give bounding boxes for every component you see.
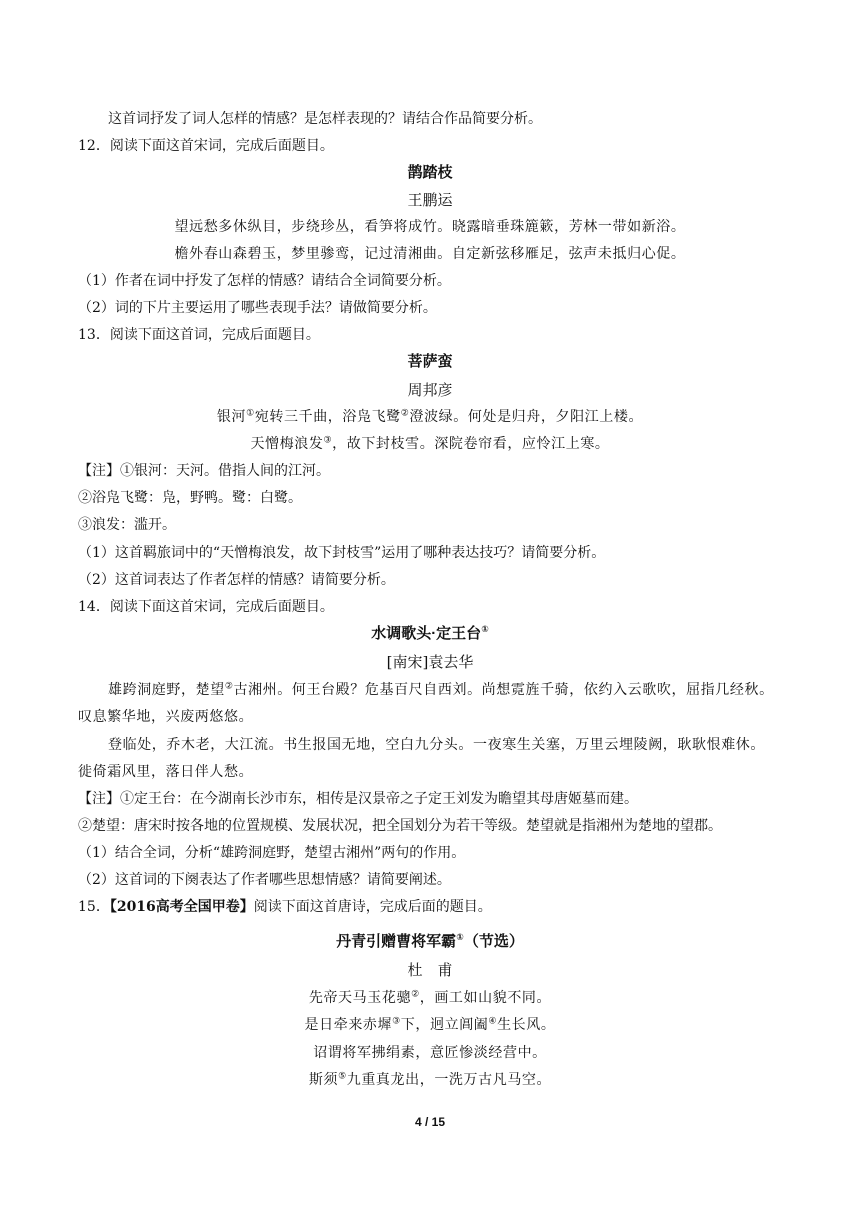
q13-poem-line: 银河①宛转三千曲，浴凫飞鹭②澄波绿。何处是归舟，夕阳江上楼。 [216, 408, 644, 425]
q14-poem-title: 水调歌头·定王台① [371, 624, 489, 642]
q13-note-3: ③浪发：滥开。 [78, 517, 176, 533]
q13-author: 周邦彦 [407, 381, 453, 399]
q14-author: [南宋]袁去华 [386, 653, 474, 671]
q15-intro: 15．【2016高考全国甲卷】阅读下面这首唐诗，完成后面的题目。 [78, 899, 492, 915]
q13-intro: 13．阅读下面这首词，完成后面题目。 [78, 327, 320, 343]
q15-author: 杜 甫 [407, 961, 453, 979]
q13-subquestion-1: （1）这首羁旅词中的“天憎梅浪发，故下封枝雪”运用了哪种表达技巧？请简要分析。 [78, 545, 606, 561]
q12-subquestion-1: （1）作者在词中抒发了怎样的情感？请结合全词简要分析。 [78, 273, 451, 289]
q14-note-2: ②楚望：唐宋时按各地的位置规模、发展状况，把全国划分为若干等级。楚望就是指湘州为楚地的望郡。 [78, 818, 722, 834]
q14-poem-paragraph: 雄跨洞庭野，楚望②古湘州。何王台殿？危基百尺自西刘。尚想霓旌千骑，依约入云歌吹，屈指几经秋。 [108, 681, 774, 698]
q13-poem-line: 天憎梅浪发③，故下封枝雪。深院卷帘看，应怜江上寒。 [250, 435, 610, 452]
q12-subquestion-2: （2）词的下片主要运用了哪些表现手法？请做简要分析。 [78, 300, 437, 316]
q14-subquestion-1: （1）结合全词，分析“雄跨洞庭野，楚望古湘州”两句的作用。 [78, 845, 466, 861]
q13-poem-title: 菩萨蛮 [407, 353, 453, 370]
q15-poem-line: 是日牵来赤墀③下，迥立阊阖④生长风。 [304, 1016, 556, 1033]
q13-note-1: 【注】①银河：天河。借指人间的江河。 [78, 463, 330, 479]
q11-prompt: 这首词抒发了词人怎样的情感？是怎样表现的？请结合作品简要分析。 [108, 111, 542, 127]
q15-poem-line: 先帝天马玉花骢②，画工如山貌不同。 [308, 989, 552, 1006]
q15-poem-line: 诏谓将军拂绢素，意匠惨淡经营中。 [313, 1045, 547, 1061]
q14-intro: 14．阅读下面这首宋词，完成后面题目。 [78, 599, 334, 615]
q14-subquestion-2: （2）这首词的下阕表达了作者哪些思想情感？请简要阐述。 [78, 872, 451, 888]
q12-poem-line: 望远愁多休纵目，步绕珍丛，看笋将成竹。晓露暗垂珠簏簌，芳林一带如新浴。 [174, 219, 686, 235]
q14-note-1: 【注】①定王台：在今湖南长沙市东，相传是汉景帝之子定王刘发为瞻望其母唐姬墓而建。 [78, 791, 638, 807]
q13-note-2: ②浴凫飞鹭：凫，野鸭。鹭：白鹭。 [78, 490, 302, 506]
q12-poem-title: 鹊踏枝 [407, 164, 453, 181]
q14-poem-paragraph-cont: 徙倚霜风里，落日伴人愁。 [78, 764, 254, 780]
q14-poem-paragraph-cont: 叹息繁华地，兴废两悠悠。 [78, 709, 254, 725]
q12-poem-line: 檐外春山森碧玉，梦里骖鸾，记过清湘曲。自定新弦移雁足，弦声未抵归心促。 [174, 246, 686, 262]
q12-intro: 12．阅读下面这首宋词，完成后面题目。 [78, 138, 334, 154]
q13-subquestion-2: （2）这首词表达了作者怎样的情感？请简要分析。 [78, 572, 395, 588]
q15-poem-line: 斯须⑤九重真龙出，一洗万古凡马空。 [308, 1071, 552, 1088]
q14-poem-paragraph: 登临处，乔木老，大江流。书生报国无地，空白九分头。一夜寒生关塞，万里云埋陵阙，耿耿恨难休。 [108, 737, 765, 753]
page-number: 4 / 15 [414, 1115, 446, 1129]
q15-poem-title: 丹青引赠曹将军霸①（节选） [336, 932, 524, 950]
q12-author: 王鹏运 [407, 191, 453, 209]
